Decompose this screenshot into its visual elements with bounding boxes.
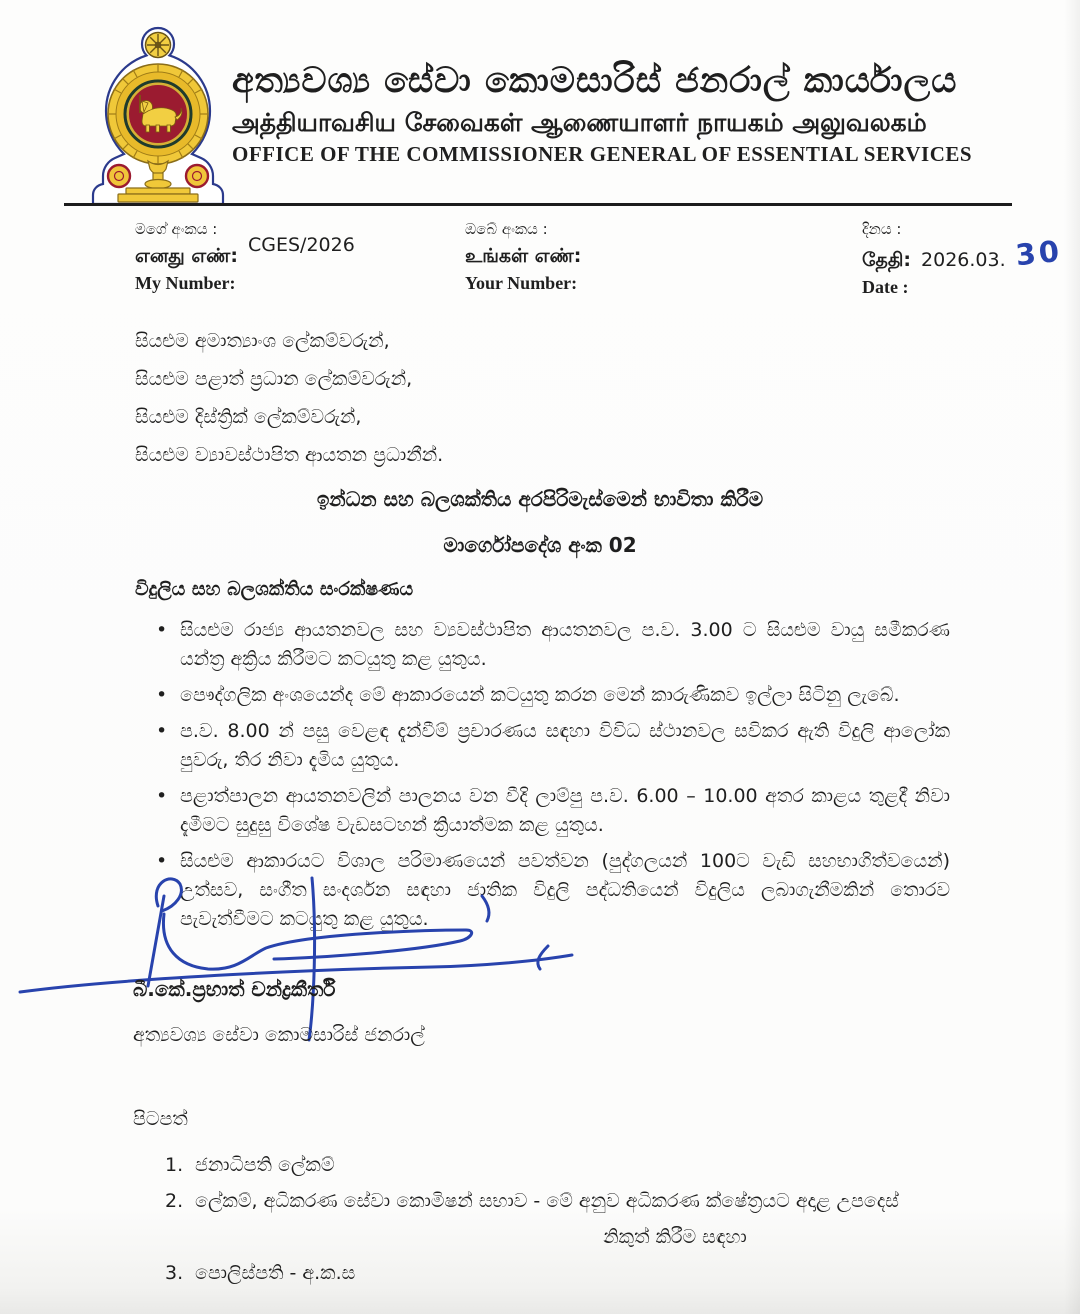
date-label-sinhala: දිනය :	[862, 220, 902, 238]
my-number-label-tamil: எனது எண்:	[135, 245, 238, 267]
recipient-line: සියළුම දිස්ත්‍රික් ලේකම්වරුන්,	[135, 406, 362, 428]
signatory-title: අත්‍යවශ්‍ය සේවා කොමසාරිස් ජනරාල්	[133, 1024, 425, 1046]
copy-item-number: 2.	[165, 1190, 184, 1212]
letterhead-title-english: OFFICE OF THE COMMISSIONER GENERAL OF ESSENTIAL SERVICES	[232, 142, 973, 166]
bullet-item: • පළාත්පාලන ආයතනවලින් පාලනය වන වීදි ලාම්පු ප.ව. 6.00 – 10.00 අතර කාළය තුළදී නිවා දැමීමට සුදුසු විශේෂ වැඩසටහන් ක්‍රියාත්මක කළ යුතුය.	[150, 782, 950, 840]
copy-item	[165, 1258, 965, 1288]
my-number-block	[135, 216, 238, 297]
date-label-english: Date :	[862, 277, 909, 297]
copy-item-text: ජනාධිපති ලේකම්	[195, 1154, 335, 1176]
copy-item-continuation: නිකුත් කිරීම සඳහා	[603, 1226, 747, 1248]
copy-item	[165, 1186, 965, 1216]
recipient-line: සියළුම ව්‍යාවස්ථාපිත ආයතන ප්‍රධානීන්.	[135, 444, 444, 466]
recipient-line: සියළුම පළාත් ප්‍රධාන ලේකම්වරුන්,	[135, 368, 413, 390]
bullet-item: • පෞද්ගලික අංශයෙන්ද මේ ආකාරයෙන් කටයුතු කරන මෙන් කාරුණිකව ඉල්ලා සිටිනු ලැබේ.	[150, 681, 950, 710]
your-number-label-english: Your Number:	[465, 273, 578, 293]
date-label-tamil: தேதி:	[862, 249, 912, 271]
scan-edge-shade	[1064, 0, 1080, 1314]
copy-item-number: 1.	[165, 1154, 184, 1176]
date-block	[862, 216, 1062, 301]
header-divider	[64, 203, 1012, 206]
recipient-line: සියළුම අමාත්‍යාංශ ලේකම්වරුන්,	[135, 330, 390, 352]
dharma-wheel-icon	[146, 33, 171, 58]
letterhead-title-tamil: அத்தியாவசிய சேவைகள் ஆணையாளர் நாயகம் அலுவலகம்	[232, 108, 927, 137]
lion-disc	[128, 84, 188, 144]
bullet-item: • සියළුම රාජ්‍ය ආයතනවල සහ ව්‍යවස්ථාපිත ආයතනවල ප.ව. 3.00 ට සියළුම වායු සමීකරණ යන්ත්‍ර අක්‍රිය කිරීමට කටයුතු කළ යුතුය.	[150, 616, 950, 674]
recipient-list	[135, 330, 443, 482]
subject-line: ඉන්ධන සහ බලශක්තිය අරපිරිමැස්මෙන් භාවිතා කිරීම	[316, 487, 764, 511]
copies-list	[165, 1150, 965, 1294]
date-printed-value: 2026.03.	[921, 249, 1006, 271]
letterhead-title-sinhala: අත්‍යවශ්‍ය සේවා කොමසාරිස් ජනරාල් කාර්යාලය	[232, 61, 958, 101]
my-number-label-english: My Number:	[135, 273, 236, 293]
your-number-block	[465, 216, 581, 297]
my-number-label-sinhala: මගේ අංකය :	[135, 220, 218, 238]
your-number-label-sinhala: ඔබේ අංකය :	[465, 220, 548, 238]
date-handwritten-value: 30	[1013, 233, 1064, 273]
copy-item-text: ලේකම්, අධිකරණ සේවා කොමිෂන් සභාව - මේ අනුව අධිකරණ ක්ෂේත්‍රයට අදාළ උපදෙස්	[195, 1190, 899, 1212]
your-number-label-tamil: உங்கள் எண்:	[465, 245, 582, 267]
bullet-item: • ප.ව. 8.00 න් පසු වෙළඳ දැන්වීම් ප්‍රචාරණය සඳහා විවිධ ස්ථානවල සවිකර ඇති විදුලි ආලෝක පුවරු, තිර නිවා දැමිය යුතුය.	[150, 717, 950, 775]
signatory-name: බී.කේ.ප්‍රභාත් චන්ද්‍රකීර්ති	[133, 977, 336, 1001]
guideline-number-line: මාර්ගෝපදේශ අංක 02	[443, 533, 637, 557]
section-heading: විදුලිය සහ බලශක්තිය සංරක්ෂණය	[135, 578, 414, 600]
copies-heading: පිටපත්	[133, 1108, 188, 1130]
copy-item	[165, 1150, 965, 1180]
copy-item-text: පොලිස්පති - අ.ක.ස	[195, 1262, 356, 1284]
my-number-value: CGES/2026	[248, 234, 355, 256]
sri-lanka-emblem-icon	[88, 24, 228, 212]
bullet-item: • සියළුම ආකාරයට විශාල පරිමාණයෙන් පවත්වන (පුද්ගලයන් 100ට වැඩි සහභාගිත්වයෙන්) උත්සව, සංගීත සංදර්ශන සඳහා ජාතික විදුලි පද්ධතියෙන් විදුලිය ලබාගැනීමකින් තොරව පැවැත්වීමට කටයුතු කළ යුතුය.	[150, 847, 950, 934]
copy-item-number: 3.	[165, 1262, 184, 1284]
letterhead	[232, 58, 1012, 168]
